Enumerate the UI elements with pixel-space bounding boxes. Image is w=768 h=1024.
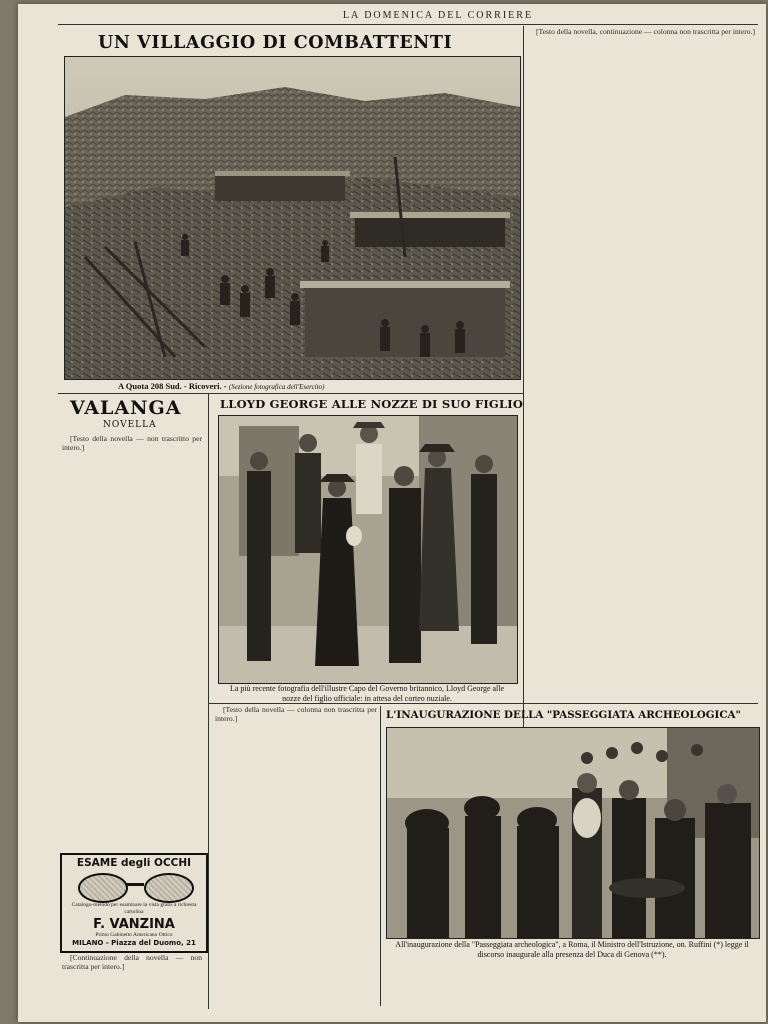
novella-kicker: NOVELLA (103, 420, 157, 430)
column-rule-right (523, 26, 524, 761)
trench-caption (118, 381, 518, 392)
newspaper-page (18, 4, 766, 1022)
trench-photo (64, 56, 521, 380)
top-rule (58, 24, 758, 25)
advert-lenses (70, 871, 198, 901)
advert-brand: F. VANZINA (93, 917, 175, 932)
section-rule-mid (58, 393, 523, 394)
advert-address: MILANO - Piazza del Duomo, 21 (72, 939, 196, 947)
eye-exam-advert (60, 853, 208, 953)
wedding-caption: La più recente fotografia dell'illustre Capo del Governo britannico, Lloyd George alle nozze del figlio ufficiale: in attesa del corteo nuziale. (229, 684, 505, 703)
trench-photo-image (65, 57, 520, 379)
advert-subtext-2: Primo Gabinetto Americano Ottico (95, 932, 173, 938)
right-column-text: [Testo della novella, continuazione — colonna non trascritta per intero.] (536, 28, 755, 36)
ceremony-caption: All'inaugurazione della "Passeggiata archeologica", a Roma, il Ministro dell'Istruzione, on. Ruffini (*) legge il discorso inaugurale alla presenza del Duca di Genova (**). (395, 940, 749, 959)
left-bottom-text: [Continuazione della novella — non trascritta per intero.] (62, 954, 202, 971)
advert-subtext: Catalogo-metodo per esaminare la vista gratis a richiesta cartolina (71, 902, 197, 915)
top-headline: UN VILLAGGIO DI COMBATTENTI (98, 33, 453, 53)
lloyd-george-headline: LLOYD GEORGE ALLE NOZZE DI SUO FIGLIO (220, 397, 524, 411)
middle-column-text: [Testo della novella — colonna non trascritta per intero.] (215, 706, 377, 723)
advert-title: ESAME degli OCCHI (76, 857, 192, 869)
novella-text: [Testo della novella — non trascritto per intero.] (62, 435, 202, 452)
column-rule-lower (380, 706, 381, 1006)
ceremony-photo-image (387, 728, 759, 938)
running-head: LA DOMENICA DEL CORRIERE (342, 10, 534, 21)
passeggiata-headline: L'INAUGURAZIONE DELLA "PASSEGGIATA ARCHEOLOGICA" (386, 709, 741, 721)
column-rule-left (208, 394, 209, 1009)
trench-caption-credit: (Sezione fotografica dell'Esercito) (228, 383, 325, 391)
novella-title: VALANGA (70, 397, 182, 419)
ceremony-photo (386, 727, 760, 939)
wedding-photo-image (219, 416, 517, 683)
wedding-photo (218, 415, 518, 684)
trench-caption-main: A Quota 208 Sud. - Ricoveri. - (118, 381, 227, 391)
